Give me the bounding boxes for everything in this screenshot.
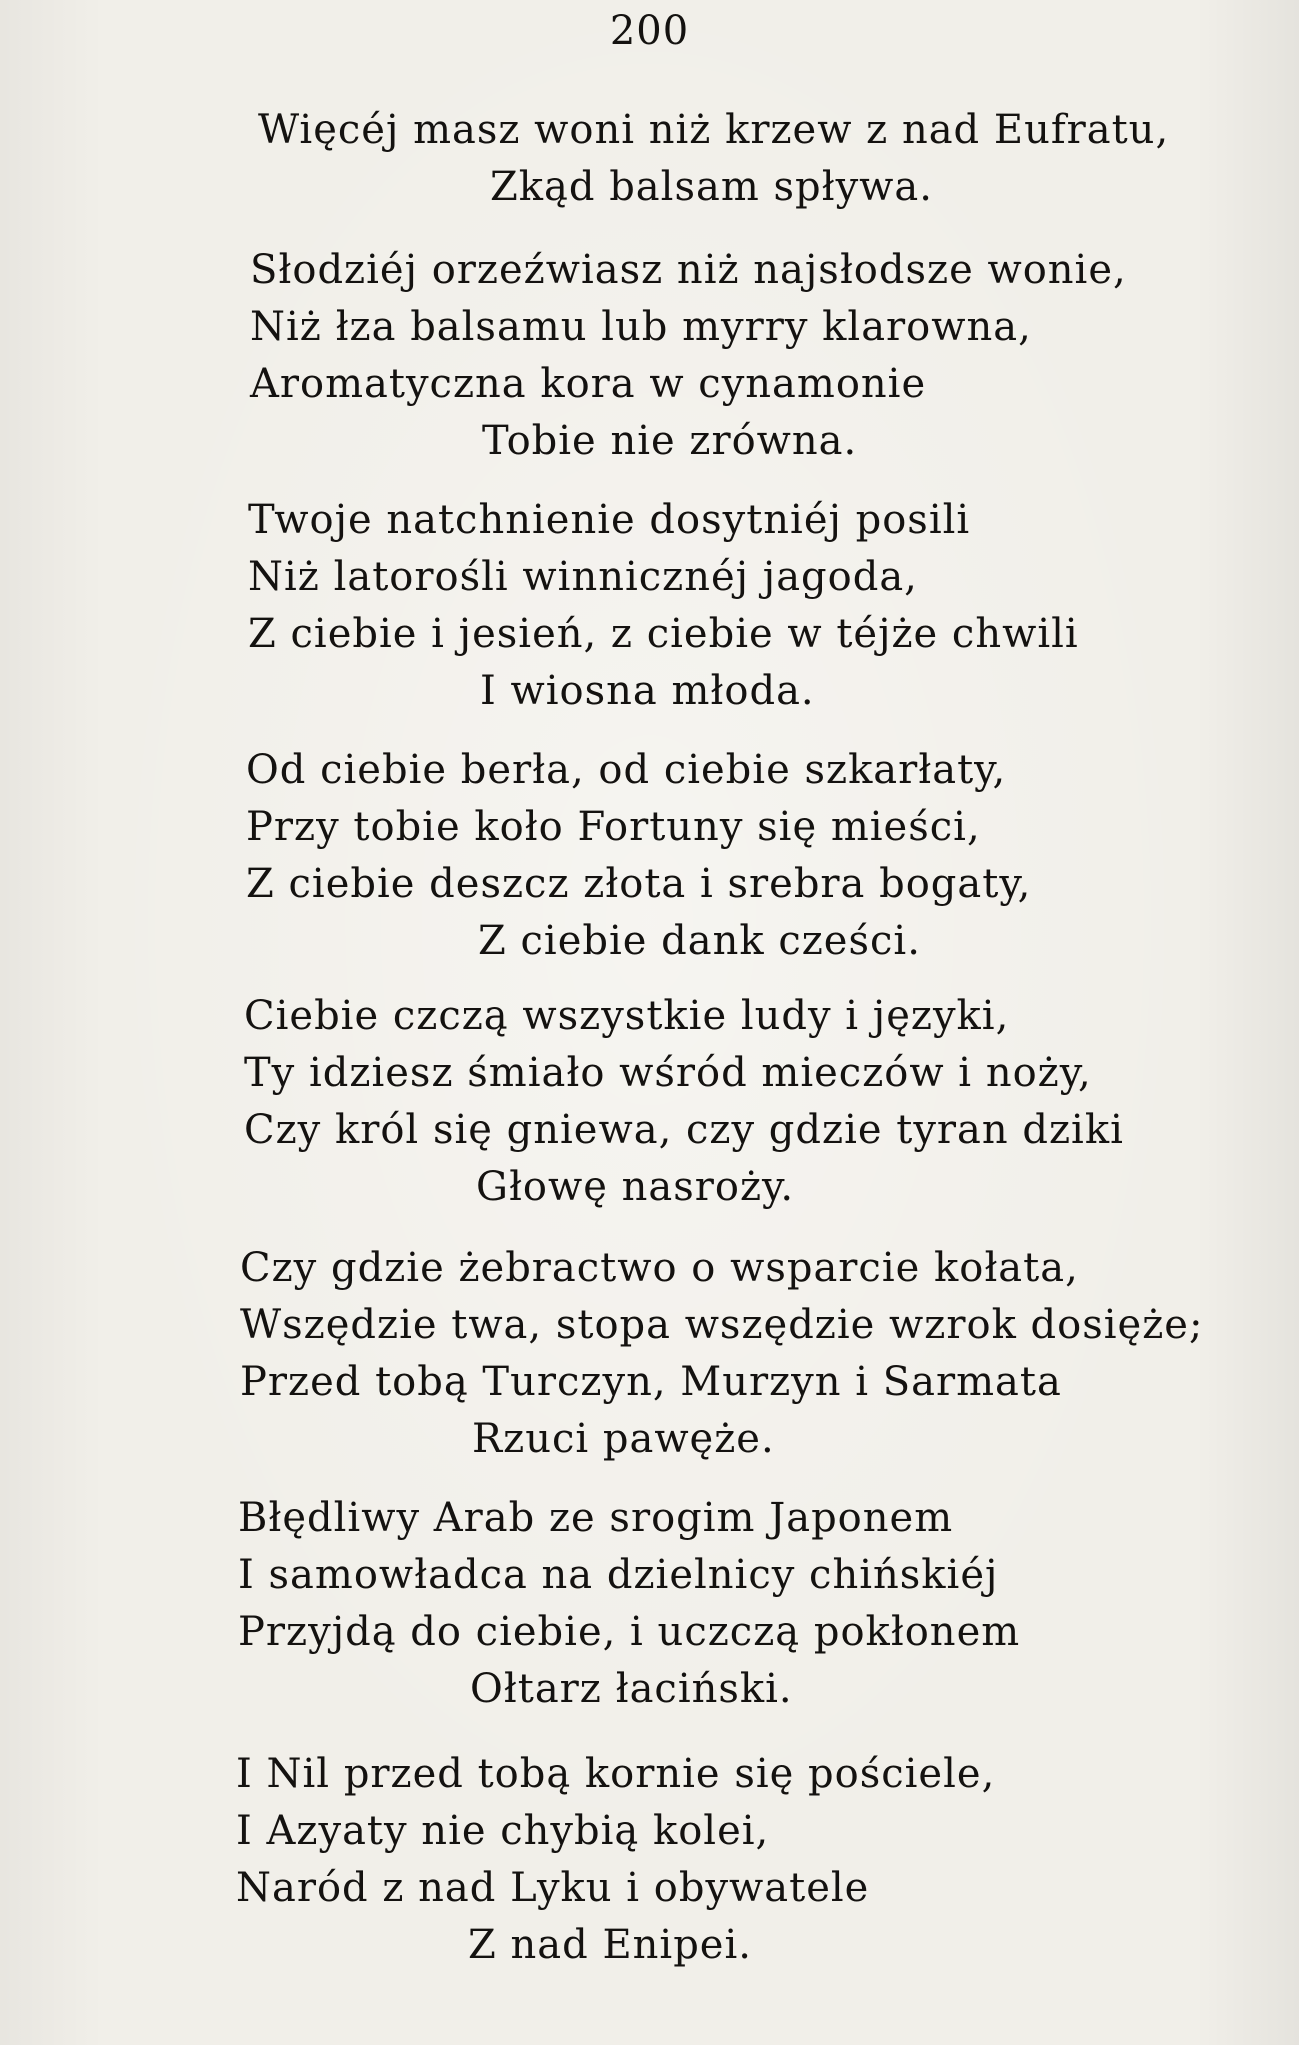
verse-line: Od ciebie berła, od ciebie szkarłaty,	[246, 747, 1007, 793]
verse-line: Z ciebie i jesień, z ciebie w téjże chwili	[248, 611, 1079, 657]
verse-line: I Azyaty nie chybią kolei,	[236, 1808, 770, 1854]
verse-line: Ciebie czczą wszystkie ludy i języki,	[244, 993, 1010, 1039]
verse-line-refrain: Tobie nie zrówna.	[482, 418, 858, 464]
verse-line: Twoje natchnienie dosytniéj posili	[248, 497, 971, 543]
verse-line: Naród z nad Lyku i obywatele	[236, 1865, 870, 1911]
verse-line: Przed tobą Turczyn, Murzyn i Sarmata	[240, 1359, 1062, 1405]
verse-line-refrain: Rzuci pawęże.	[472, 1416, 775, 1462]
verse-line: I samowładca na dzielnicy chińskiéj	[238, 1552, 999, 1598]
stanza-1	[258, 102, 1278, 216]
verse-line: Przyjdą do ciebie, i uczczą pokłonem	[238, 1609, 1021, 1655]
verse-line-refrain: Ołtarz łaciński.	[470, 1666, 793, 1712]
verse-line: Niż łza balsamu lub myrry klarowna,	[250, 304, 1032, 350]
verse-line: Ty idziesz śmiało wśród mieczów i noży,	[244, 1050, 1092, 1096]
stanza-5	[244, 988, 1264, 1216]
stanza-3	[248, 492, 1268, 720]
verse-line: Błędliwy Arab ze srogim Japonem	[238, 1495, 954, 1541]
stanza-4	[246, 742, 1266, 970]
stanza-7	[238, 1490, 1258, 1718]
verse-line: Czy król się gniewa, czy gdzie tyran dziki	[244, 1107, 1124, 1153]
verse-line: Wszędzie twa, stopa wszędzie wzrok dosięże;	[240, 1302, 1204, 1348]
verse-line: Aromatyczna kora w cynamonie	[250, 361, 927, 407]
verse-line: Słodziéj orzeźwiasz niż najsłodsze wonie,	[250, 247, 1127, 293]
verse-line: I Nil przed tobą kornie się pościele,	[236, 1751, 996, 1797]
verse-line: Z ciebie deszcz złota i srebra bogaty,	[246, 861, 1032, 907]
verse-line-refrain: Z ciebie dank cześci.	[478, 918, 921, 964]
verse-line: Niż latorośli winnicznéj jagoda,	[248, 554, 918, 600]
verse-line: Przy tobie koło Fortuny się mieści,	[246, 804, 981, 850]
verse-line-refrain: I wiosna młoda.	[480, 668, 815, 714]
verse-line-refrain: Zkąd balsam spływa.	[490, 164, 933, 210]
verse-line: Więcéj masz woni niż krzew z nad Eufratu,	[258, 107, 1170, 153]
stanza-6	[240, 1240, 1260, 1468]
stanza-2	[250, 242, 1270, 470]
verse-line-refrain: Z nad Enipei.	[468, 1922, 752, 1968]
verse-line: Czy gdzie żebractwo o wsparcie kołata,	[240, 1245, 1079, 1291]
page-number: 200	[609, 8, 690, 54]
verse-line-refrain: Głowę nasroży.	[476, 1164, 795, 1210]
stanza-8	[236, 1746, 1256, 1974]
